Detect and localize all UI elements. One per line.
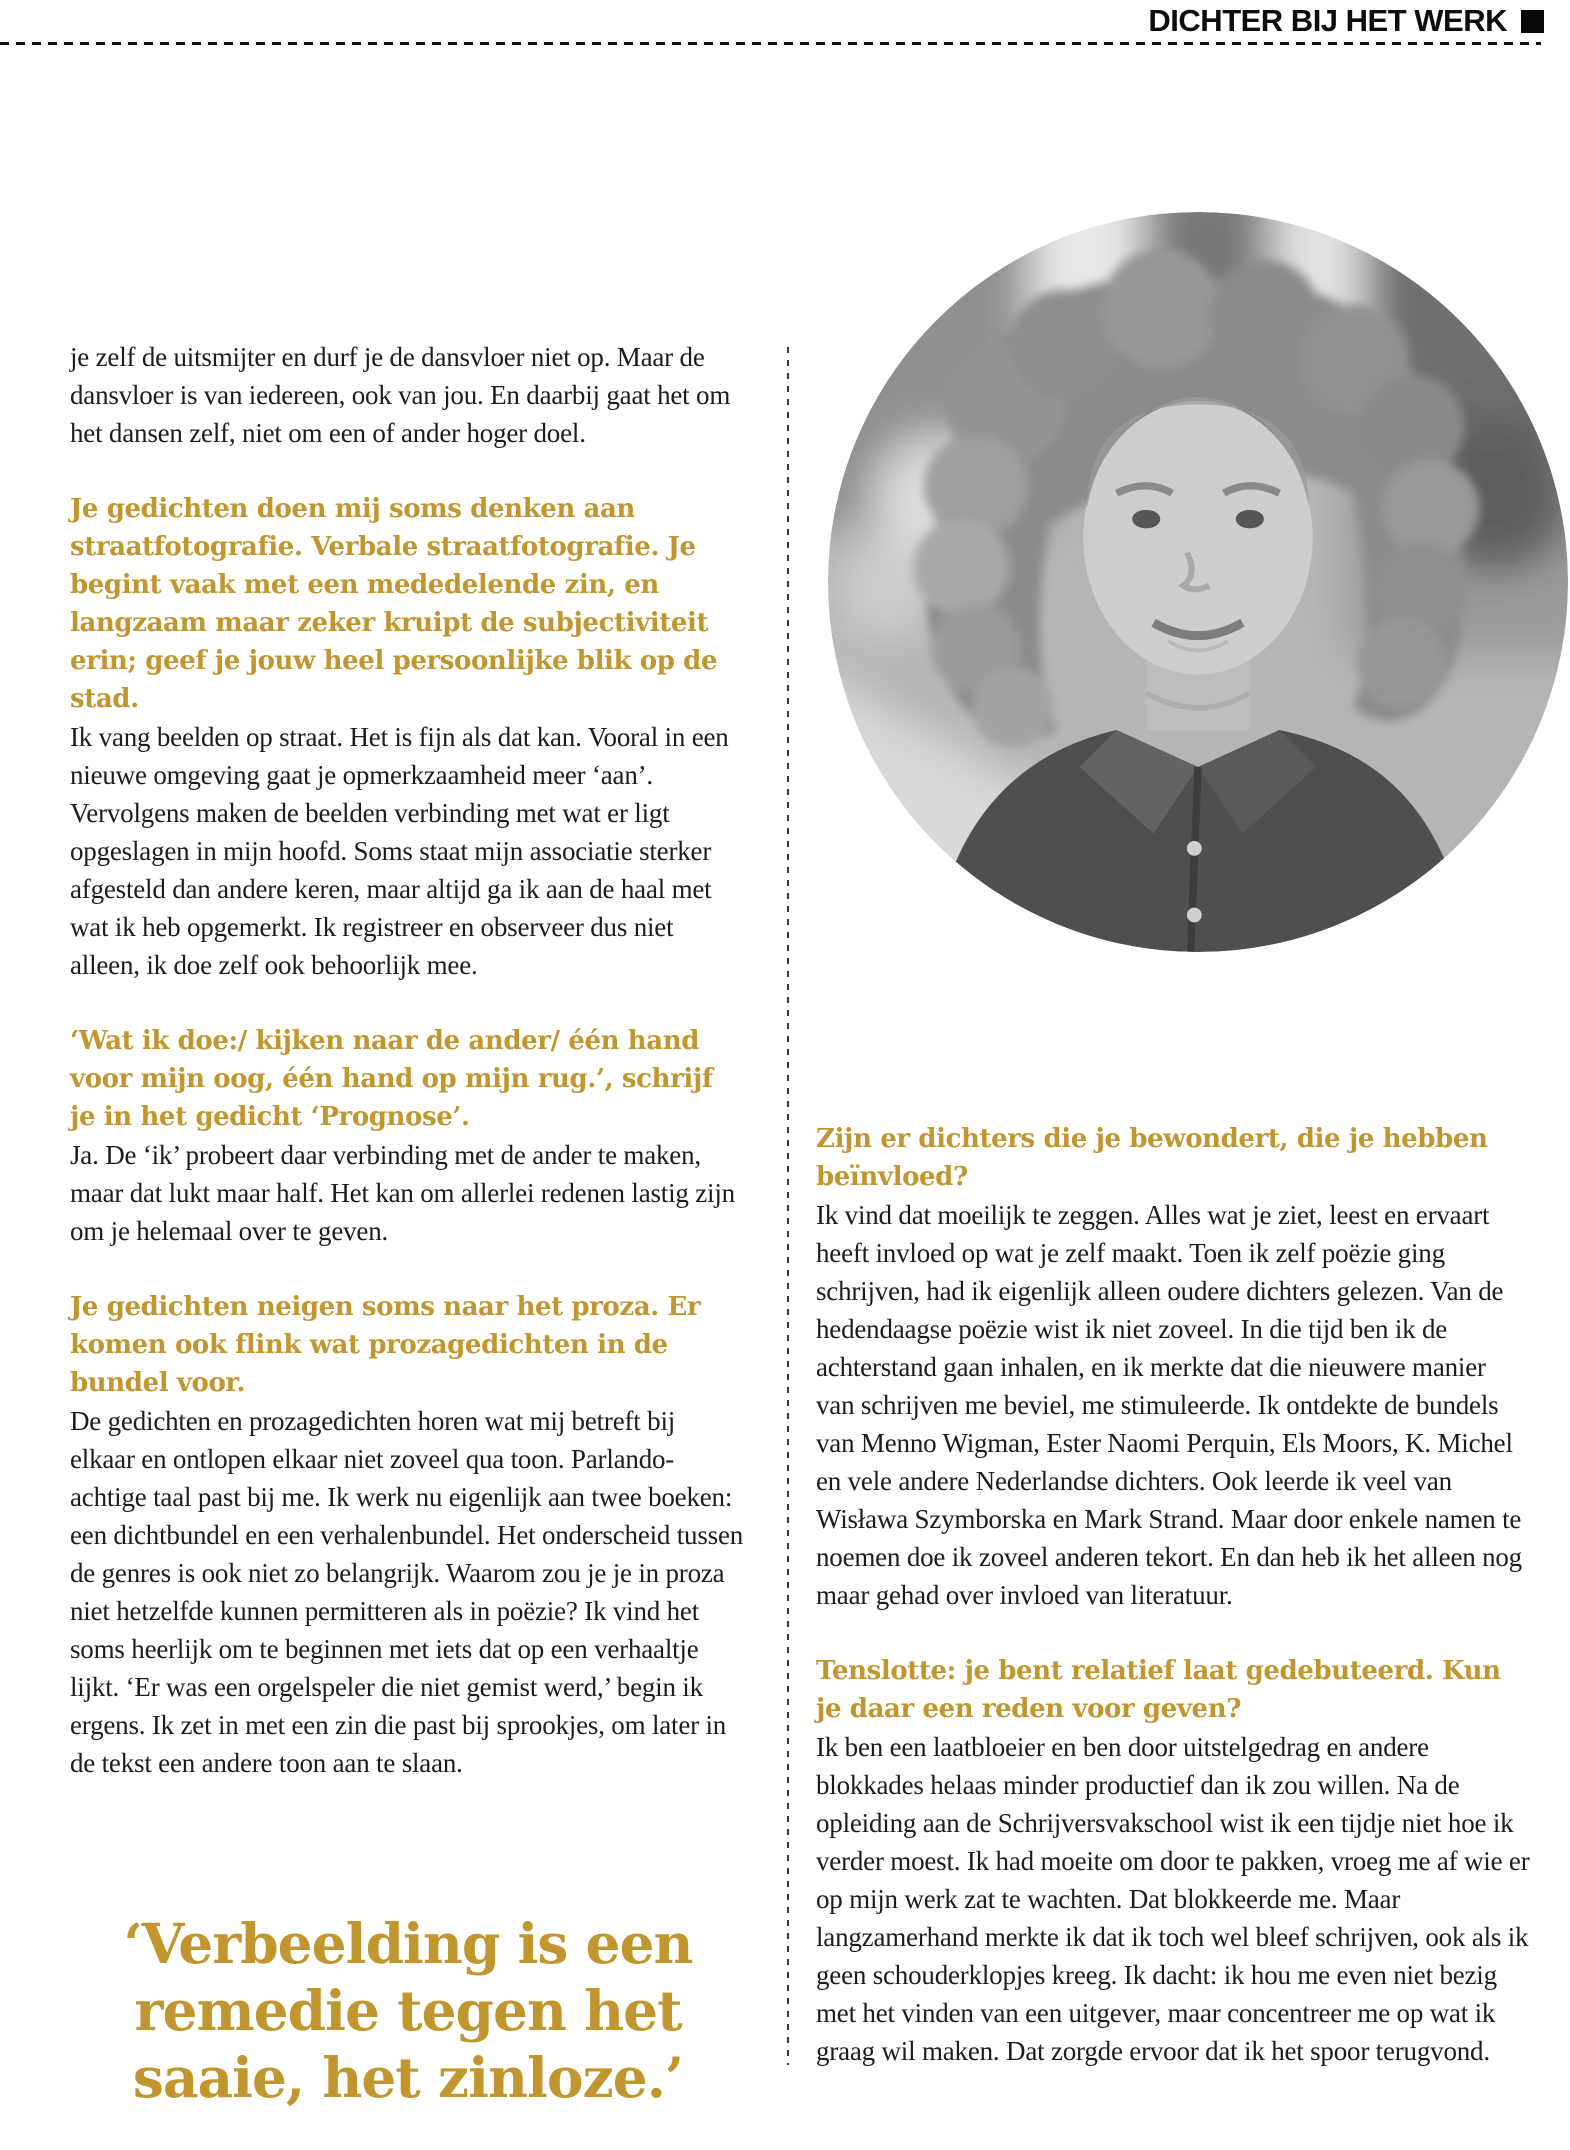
portrait-illustration: [828, 212, 1568, 952]
interview-question: Tenslotte: je bent relatief laat gedebuteerd. Kun je daar een reden voor geven?: [816, 1656, 1501, 1724]
interview-answer: Ik vang beelden op straat. Het is fijn als dat kan. Vooral in een nieuwe omgeving gaat je opmerkzaamheid meer ‘aan’. Vervolgens maken de beelden verbinding met wat er ligt opgeslagen in mijn hoofd. Soms staat mijn associatie sterker afgesteld dan andere keren, maar altijd ga ik aan de haal met wat ik heb opgemerkt. Ik registreer en observeer dus niet alleen, ik doe zelf ook behoorlijk mee.: [70, 722, 729, 980]
interview-question: ‘Wat ik doe:/ kijken naar de ander/ één hand voor mijn oog, één hand op mijn rug.’, schrijf je in het gedicht ‘Prognose’.: [70, 1026, 713, 1132]
pull-quote: ‘Verbeelding is een remedie tegen het saaie, het zinloze.’: [123, 1911, 693, 2110]
black-square-icon: [1521, 10, 1544, 33]
interview-answer: Ik vind dat moeilijk te zeggen. Alles wat je ziet, leest en ervaart heeft invloed op wat je zelf maakt. Toen ik zelf poëzie ging schrijven, had ik eigenlijk alleen oudere dichters gelezen. Van de hedendaagse poëzie wist ik niet zoveel. In die tijd ben ik de achterstand gaan inhalen, en ik merkte dat die nieuwere manier van schrijven me beviel, me stimuleerde. Ik ontdekte de bundels van Menno Wigman, Ester Naomi Perquin, Els Moors, K. Michel en vele andere Nederlandse dichters. Ook leerde ik veel van Wisława Szymborska en Mark Strand. Maar door enkele namen te noemen doe ik zoveel anderen tekort. En dan heb ik het alleen nog maar gehad over invloed van literatuur.: [816, 1200, 1522, 1610]
section-title: DICHTER BIJ HET WERK: [1148, 3, 1507, 38]
portrait-photo: [828, 212, 1568, 952]
column-divider: [787, 347, 789, 2065]
interview-answer: Ik ben een laatbloeier en ben door uitstelgedrag en andere blokkades helaas minder productief dan ik zou willen. Na de opleiding aan de Schrijversvakschool wist ik een tijdje niet hoe ik verder moest. Ik had moeite om door te pakken, vroeg me af wie er op mijn werk zat te wachten. Dat blokkeerde me. Maar langzamerhand merkte ik dat ik toch wel bleef schrijven, ook als ik geen schouderklopjes kreeg. Ik dacht: ik hou me even niet bezig met het vinden van een uitgever, maar concentreer me op wat ik graag wil maken. Dat zorgde ervoor dat ik het spoor terugvond.: [816, 1732, 1530, 2066]
interview-question: Zijn er dichters die je bewondert, die je hebben beïnvloed?: [816, 1124, 1488, 1192]
interview-question: Je gedichten doen mij soms denken aan straatfotografie. Verbale straatfotografie. Je begint vaak met een mededelende zin, en langzaam maar zeker kruipt de subjectiviteit erin; geef je jouw heel persoonlijke blik op de stad.: [70, 494, 718, 714]
interview-question: Je gedichten neigen soms naar het proza. Er komen ook flink wat prozagedichten in de bundel voor.: [70, 1292, 701, 1398]
interview-answer: Ja. De ‘ik’ probeert daar verbinding met de ander te maken, maar dat lukt maar half. Het kan om allerlei redenen lastig zijn om je helemaal over te geven.: [70, 1140, 735, 1246]
intro-paragraph: je zelf de uitsmijter en durf je de dansvloer niet op. Maar de dansvloer is van iedereen, ook van jou. En daarbij gaat het om het dansen zelf, niet om een of ander hoger doel.: [70, 342, 731, 448]
interview-answer: De gedichten en prozagedichten horen wat mij betreft bij elkaar en ontlopen elkaar niet zoveel qua toon. Parlando-achtige taal past bij me. Ik werk nu eigenlijk aan twee boeken: een dichtbundel en een verhalenbundel. Het onderscheid tussen de genres is ook niet zo belangrijk. Waarom zou je je in proza niet hetzelfde kunnen permitteren als in poëzie? Ik vind het soms heerlijk om te beginnen met iets dat op een verhaaltje lijkt. ‘Er was een orgelspeler die niet gemist werd,’ begin ik ergens. Ik zet in met een zin die past bij sprookjes, om later in de tekst een andere toon aan te slaan.: [70, 1406, 744, 1778]
right-column: [816, 1120, 1530, 2070]
header-dashed-rule: [0, 42, 1541, 45]
page-header: [1148, 0, 1544, 42]
left-column: [70, 338, 746, 2111]
